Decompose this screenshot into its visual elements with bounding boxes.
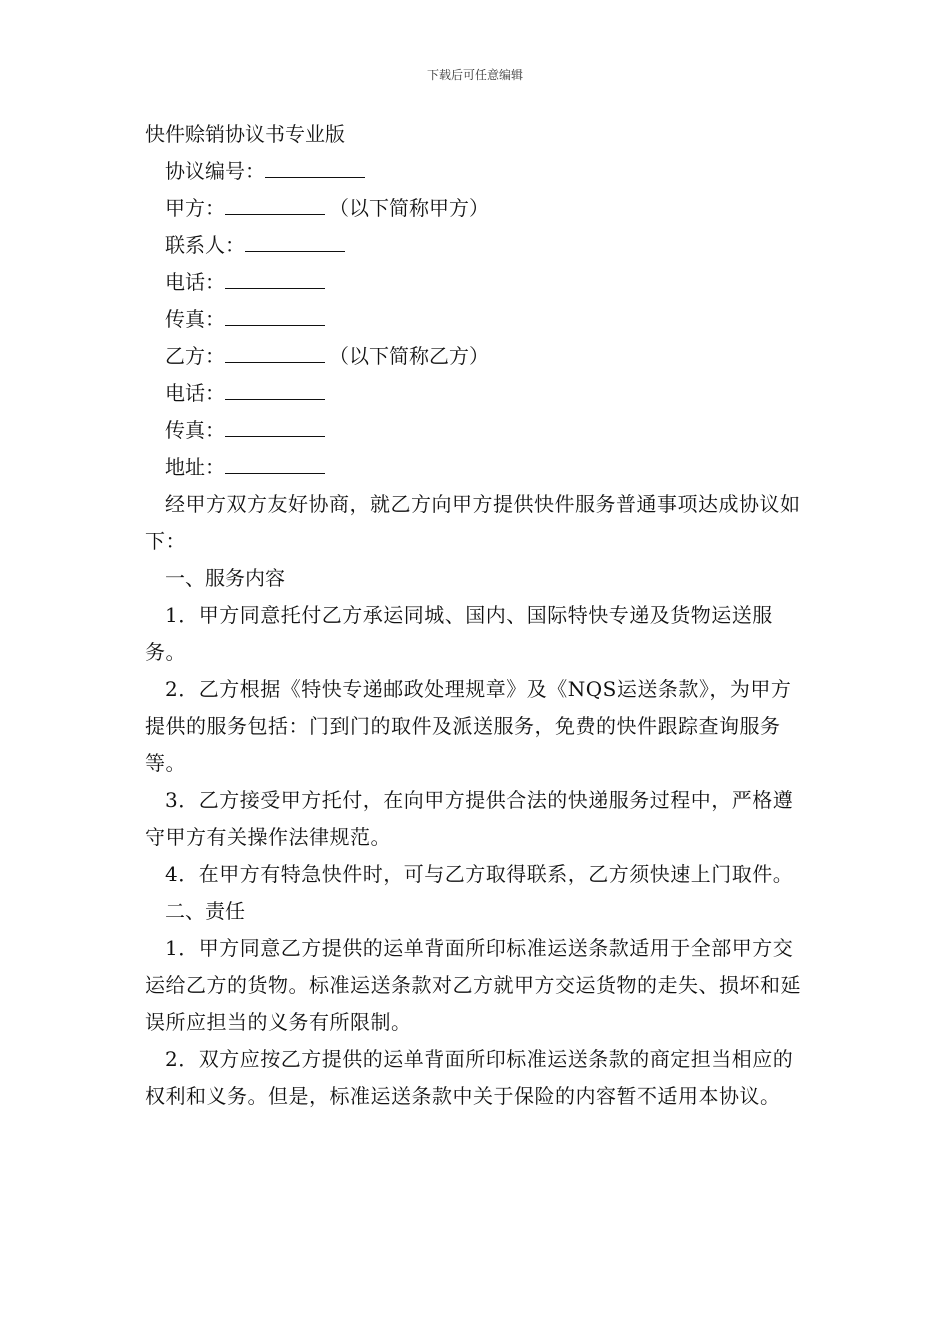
field-label: 传真： [165, 418, 225, 442]
clause-paragraph: 3．乙方接受甲方托付，在向甲方提供合法的快递服务过程中，严格遵守甲方有关操作法律规范。 [145, 788, 794, 849]
field-label: 甲方： [165, 196, 225, 220]
field-label: 协议编号： [165, 159, 265, 183]
field-suffix: （以下简称甲方） [329, 196, 489, 220]
field-label: 联系人： [165, 233, 245, 257]
header-note: 下载后可任意编辑 [426, 68, 523, 82]
document-body [145, 116, 810, 1115]
blank-line [245, 227, 345, 252]
field-label: 地址： [165, 455, 225, 479]
blank-line [225, 264, 325, 289]
field-address [145, 449, 810, 486]
field-suffix: （以下简称乙方） [329, 344, 489, 368]
blank-line [265, 153, 365, 178]
clause-paragraph: 4．在甲方有特急快件时，可与乙方取得联系，乙方须快速上门取件。 [165, 862, 794, 886]
field-party-a [145, 190, 810, 227]
blank-line [225, 449, 325, 474]
field-contact [145, 227, 810, 264]
field-label: 传真： [165, 307, 225, 331]
blank-line [225, 412, 325, 437]
intro-paragraph: 经甲方双方友好协商，就乙方向甲方提供快件服务普通事项达成协议如下： [145, 492, 801, 553]
field-label: 电话： [165, 270, 225, 294]
field-party-b [145, 338, 810, 375]
field-agreement-number [145, 153, 810, 190]
clause-paragraph: 2．乙方根据《特快专递邮政处理规章》及《NQS运送条款》，为甲方提供的服务包括：门到门的取件及派送服务，免费的快件跟踪查询服务等。 [145, 677, 792, 775]
blank-line [225, 375, 325, 400]
field-fax-a [145, 301, 810, 338]
field-label: 乙方： [165, 344, 225, 368]
field-phone-a [145, 264, 810, 301]
blank-line [225, 190, 325, 215]
clause-paragraph: 1．甲方同意乙方提供的运单背面所印标准运送条款适用于全部甲方交运给乙方的货物。标准运送条款对乙方就甲方交运货物的走失、损坏和延误所应担当的义务有所限制。 [145, 936, 801, 1034]
clause-paragraph: 1．甲方同意托付乙方承运同城、国内、国际特快专递及货物运送服务。 [145, 603, 773, 664]
field-phone-b [145, 375, 810, 412]
document-title: 快件赊销协议书专业版 [145, 122, 345, 146]
section-heading: 二、责任 [165, 899, 245, 923]
section-heading: 一、服务内容 [165, 566, 285, 590]
blank-line [225, 301, 325, 326]
field-label: 电话： [165, 381, 225, 405]
field-fax-b [145, 412, 810, 449]
clause-paragraph: 2．双方应按乙方提供的运单背面所印标准运送条款的商定担当相应的权利和义务。但是，标准运送条款中关于保险的内容暂不适用本协议。 [145, 1047, 794, 1108]
blank-line [225, 338, 325, 363]
